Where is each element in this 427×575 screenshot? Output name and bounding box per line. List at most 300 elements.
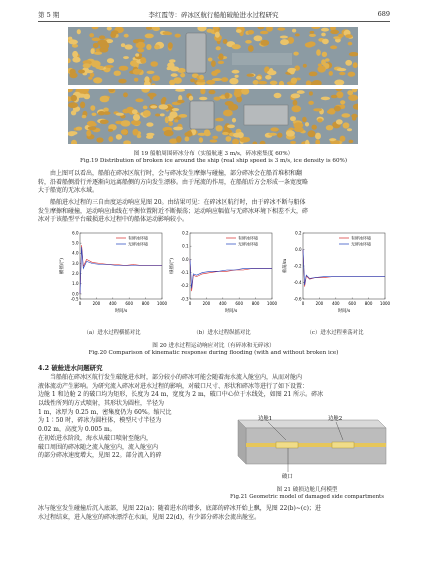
ice-floe <box>100 120 109 125</box>
fig19-caption-cn: 图 19 船舶周围碎冰分布（实船航速 3 m/s，碎冰密集度 60%） <box>133 151 294 157</box>
ice-floe <box>164 130 174 136</box>
ice-floe <box>349 52 358 56</box>
x-tick-label: 200 <box>202 301 211 306</box>
ice-floe <box>258 27 265 29</box>
label-compartment-1: 边舱1 <box>258 416 273 422</box>
ice-floe <box>175 89 185 92</box>
ice-floe <box>106 65 114 68</box>
y-tick-label: -0.6 <box>293 296 302 302</box>
header-rule <box>38 21 390 22</box>
x-tick-label: 200 <box>315 301 324 306</box>
plot-frame <box>303 233 385 299</box>
ice-floe <box>230 78 237 83</box>
ice-floe <box>165 116 169 123</box>
ice-floe <box>291 78 297 84</box>
ice-floe <box>150 94 154 99</box>
ice-floe <box>258 81 267 85</box>
ice-floe <box>260 31 268 35</box>
ice-floe <box>336 119 343 124</box>
ice-floe <box>353 104 358 110</box>
paragraph-4 <box>38 400 224 461</box>
fig21-caption-en: Fig.21 Geometric model of damaged side compartments <box>230 494 384 500</box>
x-tick-label: 1000 <box>379 301 391 306</box>
ice-floe <box>348 72 356 77</box>
label-breach: 破口 <box>282 474 293 480</box>
y-axis-label: 纵摇/(°) <box>170 258 175 274</box>
ice-floe <box>208 58 213 62</box>
ice-floe <box>92 113 97 116</box>
y-tick-label: 6.0 <box>72 230 79 236</box>
ice-floe <box>159 104 169 109</box>
ice-floe <box>135 98 143 102</box>
ice-floe <box>133 114 140 121</box>
damaged-ship <box>244 105 288 125</box>
ice-floe <box>252 141 257 144</box>
y-tick-label: 5.0 <box>72 240 79 246</box>
ice-floe <box>331 95 338 99</box>
ice-floe <box>347 128 352 131</box>
ice-floe <box>256 76 261 80</box>
ice-floe <box>93 77 102 83</box>
ice-floe <box>305 42 314 47</box>
ice-floe <box>222 132 229 135</box>
ice-floe <box>132 109 138 114</box>
y-tick-label: 3.0 <box>72 260 79 266</box>
ice-floe <box>200 89 205 94</box>
ice-floe <box>297 90 305 94</box>
text-line: 由上图可以看出，船舶在碎冰区航行时，会与碎冰发生摩擦与碰撞，部分碎冰会在船首堆积和翻 <box>50 170 303 177</box>
paragraph-3 <box>38 374 390 400</box>
ice-floe <box>82 115 87 118</box>
ice-floe <box>133 129 139 136</box>
ice-floe <box>72 51 78 58</box>
ice-floe <box>108 136 113 142</box>
ice-floe <box>166 32 173 35</box>
fig20-caption-cn: 图 20 进水过程运动响应对比（有碎冰和无碎冰） <box>152 343 275 349</box>
ice-floe <box>68 102 78 108</box>
y-tick-label: 0.0 <box>72 291 79 297</box>
fig20c-subtitle: （c）进水过程垂荡对比 <box>306 330 364 336</box>
ice-floe <box>248 45 254 52</box>
ice-floe <box>270 127 278 131</box>
paragraph-2 <box>38 199 390 225</box>
ice-floe <box>69 73 77 79</box>
ice-floe <box>199 137 203 142</box>
ice-floe <box>286 130 295 136</box>
ice-floe <box>123 92 128 97</box>
ice-floe <box>293 100 298 106</box>
ice-floe <box>236 29 242 33</box>
ice-floe <box>305 140 309 144</box>
x-axis-label: 时间/s <box>337 309 351 314</box>
ice-floe <box>123 56 129 59</box>
ice-floe <box>223 110 233 117</box>
ice-floe <box>160 113 165 116</box>
ice-floe <box>294 122 304 128</box>
x-tick-label: 1000 <box>266 301 278 306</box>
ice-floe <box>291 93 300 98</box>
ice-floe <box>144 76 149 83</box>
ice-floe <box>89 33 94 37</box>
ice-floe <box>189 96 193 101</box>
breach-1 <box>276 442 298 448</box>
ice-floe <box>210 139 218 142</box>
text-line: 冰对于该船型平台破损进水过程中的船体运动影响较小。 <box>38 216 189 224</box>
x-tick-label: 600 <box>348 301 357 306</box>
ice-floe <box>215 32 220 38</box>
breach-2 <box>332 442 354 448</box>
ice-floe <box>336 91 343 98</box>
fig20b-subtitle: （b）进水过程纵摇对比 <box>193 330 251 336</box>
ice-floe <box>92 27 99 29</box>
ice-floe <box>232 139 239 144</box>
ice-floe <box>254 35 263 41</box>
ice-floe <box>150 105 157 108</box>
ice-floe <box>87 121 96 127</box>
ice-floe <box>146 122 153 126</box>
ice-floe <box>321 59 326 65</box>
ice-floe <box>90 73 94 78</box>
ice-floe <box>218 53 223 60</box>
ice-floe <box>322 52 327 57</box>
fig19-panel-bottom <box>68 89 358 144</box>
ice-floe <box>190 79 195 83</box>
ice-floe <box>99 35 105 39</box>
ice-floe <box>237 132 243 138</box>
ice-floe <box>187 131 192 136</box>
fig19-panel-top <box>68 27 358 85</box>
ice-floe <box>316 49 321 56</box>
ice-floe <box>118 79 126 84</box>
ice-floe <box>326 125 333 130</box>
ice-floe <box>308 101 314 105</box>
ice-floe <box>170 66 179 71</box>
ice-floe <box>206 80 215 85</box>
ice-floe <box>227 125 235 129</box>
ice-floe <box>352 117 356 121</box>
y-axis-label: 横摇/(°) <box>60 258 65 274</box>
ice-floe <box>265 75 271 80</box>
ice-floe <box>216 125 223 131</box>
y-axis-label: 垂荡/m <box>283 258 288 274</box>
ice-floe <box>72 57 80 63</box>
legend-label: 无碎冰环境 <box>351 241 371 247</box>
ice-floe <box>309 91 313 95</box>
ice-floe <box>96 137 103 142</box>
x-tick-label: 800 <box>251 301 260 306</box>
ice-floe <box>133 39 139 43</box>
ice-floe <box>209 90 216 95</box>
section-heading: 4.2 破舱进水问题研究 <box>38 364 103 372</box>
ice-floe <box>141 89 150 93</box>
ice-floe <box>176 136 182 143</box>
ice-floe <box>174 119 178 122</box>
ice-floe <box>305 122 309 126</box>
ice-floe <box>88 126 97 130</box>
ice-floe <box>334 106 341 112</box>
text-line: 破口周围的碎冰随之流入舱室内，流入舱室内 <box>38 443 159 451</box>
y-tick-label: -0.1 <box>180 270 189 275</box>
y-tick-label: 0.1 <box>182 243 189 249</box>
ice-floe <box>232 118 236 123</box>
ice-floe <box>225 93 230 99</box>
text-line: 1 m，冰厚为 0.25 m，密集度仍为 60%。缩尺比 <box>38 408 172 416</box>
y-tick-label: -0.2 <box>180 283 189 289</box>
ice-floe <box>107 27 112 31</box>
ice-floe <box>318 66 326 73</box>
label-compartment-2: 边舱2 <box>328 416 343 422</box>
text-line: 为 1∶50 时，碎冰为圆柱体，模型尺寸半径为 <box>38 417 162 425</box>
ice-floe <box>339 72 345 75</box>
ice-floe <box>71 140 77 144</box>
ice-floe <box>197 79 205 82</box>
ice-floe <box>199 75 204 80</box>
text-line: 当船舶在碎冰区航行发生破舱进水时，部分较小的碎冰可能会随着海水流入舱室内，从而对舱内 <box>50 374 303 381</box>
ice-floe <box>311 27 320 29</box>
ice-floe <box>133 69 141 75</box>
ice-floe <box>86 130 91 137</box>
plot-frame <box>190 233 272 299</box>
ice-floe <box>212 136 218 139</box>
ice-floe <box>173 127 183 131</box>
ice-floe <box>135 53 139 57</box>
x-tick-label: 400 <box>108 301 117 306</box>
ice-floe <box>150 61 158 67</box>
x-tick-label: 0 <box>78 301 82 306</box>
ice-floe <box>177 100 185 104</box>
ice-floe <box>154 45 160 50</box>
ice-floe <box>266 27 273 32</box>
ice-floe <box>214 97 221 101</box>
ice-floe <box>245 40 252 44</box>
ice-floe <box>218 61 224 64</box>
legend-label: 有碎冰环境 <box>128 235 148 241</box>
ice-floe <box>253 80 259 85</box>
ice-floe <box>215 118 224 122</box>
waterline-band <box>246 443 386 447</box>
ice-floe <box>76 127 82 131</box>
ice-floe <box>349 140 354 144</box>
ice-floe <box>232 44 241 49</box>
ice-floe <box>116 134 122 140</box>
y-tick-label: -0.5 <box>70 296 79 302</box>
ice-floe <box>69 40 78 45</box>
ice-floe <box>340 100 345 104</box>
text-line: 发生摩擦和碰撞，运动响应曲线在平衡位置附近不断振荡；运动响应幅值与无碎冰环境下相差不大，碎 <box>38 207 309 215</box>
fig20a-subtitle: （a）进水过程横摇对比 <box>83 330 141 336</box>
ice-floe <box>248 30 255 35</box>
ice-floe <box>123 140 131 144</box>
ice-floe <box>340 136 346 142</box>
ship-body <box>186 33 206 73</box>
ice-floe <box>97 40 107 46</box>
ice-floe <box>78 70 85 74</box>
legend-label: 无碎冰环境 <box>238 241 258 247</box>
ice-floe <box>137 48 144 52</box>
ice-floe <box>312 125 317 130</box>
x-tick-label: 600 <box>235 301 244 306</box>
paragraph-5 <box>38 505 390 522</box>
ice-floe <box>277 133 282 138</box>
ice-floe <box>310 31 315 34</box>
ice-floe <box>116 113 124 116</box>
y-tick-label: 4.0 <box>72 250 79 256</box>
ice-floe <box>290 141 296 144</box>
ice-floe <box>143 110 151 117</box>
ice-floe <box>172 108 179 111</box>
ice-floe <box>241 89 249 95</box>
ice-floe <box>204 131 211 136</box>
y-tick-label: -0.3 <box>180 296 189 302</box>
text-line: 在初始进水阶段，海水从破口喷射至舱内， <box>38 434 153 442</box>
ice-floe <box>95 66 104 69</box>
ice-floe <box>348 95 358 101</box>
ice-floe <box>330 30 339 34</box>
ice-floe <box>180 73 185 77</box>
ice-floe <box>134 78 138 82</box>
ice-floe <box>121 129 128 135</box>
ice-floe <box>347 90 353 95</box>
x-tick-label: 800 <box>364 301 373 306</box>
ice-floe <box>337 68 347 71</box>
ice-floe <box>315 139 320 144</box>
text-line: 0.02 m，高度为 0.005 m。 <box>38 426 116 434</box>
paragraph-1 <box>38 170 390 196</box>
y-tick-label: 0.2 <box>295 230 302 236</box>
ice-floe <box>171 73 178 77</box>
ice-floe <box>293 52 298 56</box>
ice-floe <box>317 118 322 122</box>
ice-floe <box>168 42 173 49</box>
y-tick-label: 0.0 <box>295 246 302 252</box>
ice-floe <box>94 52 103 55</box>
ice-floe <box>103 111 110 115</box>
ice-floe <box>103 108 109 112</box>
ice-floe <box>168 121 173 126</box>
ice-floe <box>223 39 228 44</box>
ice-floe <box>321 28 329 32</box>
y-tick-label: 1.0 <box>72 281 79 287</box>
fig19-top-image <box>68 27 358 85</box>
ice-floe <box>86 70 94 73</box>
ice-floe <box>308 130 316 137</box>
ice-floe <box>343 122 350 128</box>
y-tick-label: 2.0 <box>72 271 79 277</box>
ice-floe <box>121 43 125 47</box>
ice-floe <box>353 62 358 68</box>
ice-floe <box>100 96 110 103</box>
ice-floe <box>179 114 188 118</box>
text-line: 船舶进水过程的三自由度运动响应见图 20。由结果可见：在碎冰区航行时，由于碎冰不断与船体 <box>50 199 306 206</box>
ice-floe <box>91 49 95 54</box>
x-tick-label: 1000 <box>156 301 168 306</box>
text-line: 水过程结束，进入舱室的碎冰漂浮在水面，见图 22(d)，有少部分碎冰会流出舱室。 <box>38 513 261 521</box>
x-axis-label: 时间/s <box>114 309 128 314</box>
y-tick-label: -0.4 <box>293 279 302 285</box>
ice-floe <box>268 133 277 136</box>
ice-floe <box>330 45 337 49</box>
fig19-caption-en: Fig.19 Distribution of broken ice around the ship (real ship speed is 3 m/s, ice density is 60%) <box>79 158 348 164</box>
legend-label: 无碎冰环境 <box>128 241 148 247</box>
ice-floe <box>315 133 321 140</box>
ice-floe <box>302 117 307 122</box>
ice-floe <box>146 44 151 50</box>
ice-floe <box>119 66 129 71</box>
ice-floe <box>169 59 176 62</box>
ice-floe <box>124 34 129 38</box>
ice-floe <box>313 108 322 111</box>
heave-chart <box>281 227 391 321</box>
ice-floe <box>309 34 316 37</box>
ice-floe <box>151 83 155 85</box>
ice-floe <box>152 75 160 81</box>
ice-floe <box>161 98 166 105</box>
x-tick-label: 600 <box>125 301 134 306</box>
text-line: 液体流动产生影响。为研究流入碎冰对进水过程的影响，对破口尺寸、形状和碎冰等进行了如下设置： <box>38 382 309 390</box>
running-title: 李红霞等：碎冰区航行船舶破舱进水过程研究 <box>148 11 279 19</box>
ice-floe <box>125 44 133 49</box>
ice-floe <box>341 113 350 117</box>
ice-floe <box>329 71 333 76</box>
ice-floe <box>170 111 178 118</box>
ice-floe <box>292 105 302 112</box>
ice-floe <box>247 74 255 77</box>
ice-floe <box>280 36 288 39</box>
ice-floe <box>338 34 344 38</box>
ice-floe <box>336 89 343 91</box>
ice-floe <box>167 67 171 70</box>
ice-floe <box>334 80 344 86</box>
ice-floe <box>77 29 81 34</box>
ice-floe <box>114 71 121 76</box>
text-line: 的部分碎冰速度增大，见图 22。部分流入的碎 <box>38 452 162 460</box>
ice-floe <box>279 81 284 85</box>
ice-floe <box>211 71 218 76</box>
ice-floe <box>260 40 269 46</box>
ice-floe <box>270 81 278 85</box>
ice-floe <box>147 71 155 74</box>
ice-floe <box>235 75 239 78</box>
ice-floe <box>68 37 72 40</box>
ice-floe <box>199 97 207 100</box>
x-tick-label: 0 <box>301 301 305 306</box>
ice-floe <box>140 57 146 64</box>
ship-body <box>190 101 214 129</box>
ice-floe <box>290 116 296 121</box>
x-tick-label: 200 <box>92 301 101 306</box>
ice-floe <box>345 60 352 66</box>
ice-floe <box>225 101 234 106</box>
ice-floe <box>207 29 213 33</box>
ice-floe <box>348 42 353 46</box>
ice-floe <box>226 136 232 142</box>
y-tick-label: 0.0 <box>182 256 189 262</box>
page-number: 689 <box>377 10 390 18</box>
ice-floe <box>80 102 85 109</box>
ice-floe <box>280 39 289 45</box>
ice-floe <box>216 46 221 50</box>
legend-label: 有碎冰环境 <box>351 235 371 241</box>
journal-issue: 第 5 期 <box>38 11 60 19</box>
ice-floe <box>121 120 131 126</box>
fig19-bottom-image <box>68 89 358 144</box>
ice-floe <box>146 135 153 139</box>
ice-floe <box>68 58 71 63</box>
ice-floe <box>295 33 300 36</box>
ice-floe <box>306 80 311 85</box>
ice-floe <box>321 33 326 37</box>
ice-floe <box>290 70 295 75</box>
